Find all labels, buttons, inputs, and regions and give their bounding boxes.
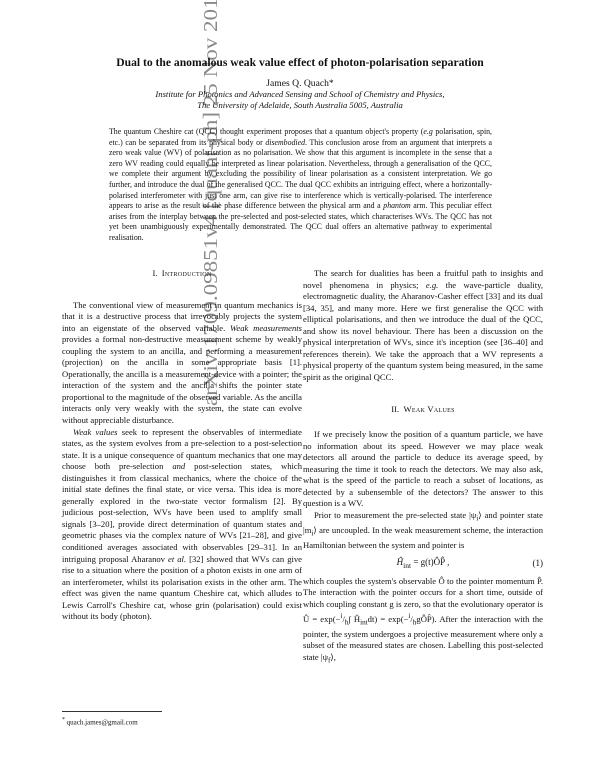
- paragraph-text: The search for dualities has been a fruitful path to insights and novel phenomena in physics;: [303, 268, 543, 290]
- abstract-eg: e.g: [423, 127, 433, 136]
- footnote: [62, 717, 138, 726]
- section-1-title: Introduction: [161, 268, 212, 278]
- paragraph-text: The conventional view of measurement in quantum mechanics is that it is a destructive process that irrevocably projects the system into an eigenstate of the observed variable.: [62, 299, 302, 333]
- paragraph-text: post-selection states, which distinguishes it from classical mechanics, where the choice of the initial state defines the final state, or vice versa. This idea is more generally explored in the two-state vector formalism [2]. By judicious post-selection, WVs have been used to amplify small signals [3–20], provide direct determination of quantum states and geometric phases via the complex nature of WVs [21–28], and give conditioned averages associated with observables [29–31]. In an intriguing proposal Aharanov: [62, 461, 302, 564]
- paragraph-text: ⟩ are uncoupled. In the weak measurement scheme, the interaction Hamiltonian between the system and pointer is: [303, 525, 543, 551]
- weak-values-paragraph-1: If we precisely know the position of a quantum particle, we have no information about its speed. However we may place weak detectors all around the particle to deduce its average speed, by measuring the time it took to reach the detectors. We may also ask, what is the speed of the particle to reach a subset of locations, as detected by a subensemble of the detectors? The answer to this question is a WV.: [303, 429, 543, 509]
- weak-values-paragraph-3: which couples the system's observable Ô to the pointer momentum P̂. The interaction with the pointer occurs for a short time, outside of which coupling constant g is zero, so that the evolutionary operator is Û = $\exp(-^i/_ħ\int$ $Ĥ_{int}dt$) = $\exp(-^i/_ħgÔP̂)$. After the interaction with the pointer, the system undergoes a projective measurement where only a subset of the measured states are chosen. Labelling this post-selected state $|\psi_f⟩$,: [303, 575, 543, 665]
- paragraph-text: Prior to measurement the pre-selected state |ψ: [314, 509, 477, 520]
- equation-number: (1): [532, 558, 543, 569]
- equation-lhs: Ĥ: [396, 556, 404, 567]
- abstract-text: arm. This peculiar effect arises from the interplay between the pre-selected and post-selected states, which characterises WVs. The QCC has not yet been unambiguously experimentally demonstrated. The QCC dual offers an alternative pathway to experimental realisation.: [109, 201, 492, 242]
- paragraph-text: the wave-particle duality, electromagnetic duality, the Aharanov-Casher effect [33] and its dual [34, 35], and many more. Here we first generalise the QCC with elliptical polarisations, and then we introduce the dual of the QCC, and show its novel behaviour. There has been a discussion on the physical interpretation of WVs, since it's inception (see [36–40] and references therein). We take the approach that a WV represents a physical property of the quantum system being measured, in the same spirit as the original QCC.: [303, 279, 543, 382]
- weak-measurements-term: Weak measurements: [230, 322, 302, 333]
- equation-rhs: = g(t)ÔP̂ ,: [411, 556, 450, 567]
- intro-paragraph-3: [303, 268, 543, 383]
- fraction-numerator: i: [408, 611, 411, 620]
- paper-title: Dual to the anomalous weak value effect of photon-polarisation separation: [116, 56, 484, 69]
- section-1-numeral: I.: [152, 268, 158, 278]
- subscript-i: i: [311, 529, 314, 538]
- left-column: [62, 268, 302, 623]
- equation-1: [303, 552, 543, 576]
- abstract-disembodied: disembodied: [265, 137, 305, 147]
- intro-paragraph-1: [62, 300, 302, 427]
- abstract-text: The quantum Cheshire cat (QCC) thought experiment proposes that a quantum object's property (: [109, 127, 424, 136]
- section-2-numeral: II.: [391, 404, 400, 415]
- intro-paragraph-2: [62, 427, 302, 623]
- paragraph-text: provides a formal non-destructive measurement scheme by weakly coupling the system to an ancilla, and performing a measurement (projection) on the ancilla in some appropriate basis [1]. Operationally, the ancilla is a measurement-device with a pointer; the interaction of the system and the ancilla shifts the pointer state proportional to the magnitude of the observed variable. As the ancilla interacts only very weakly with the system, the state can evolve without appreciable disturbance.: [62, 334, 302, 426]
- paragraph-text: ∫ Ĥ: [348, 613, 361, 624]
- paragraph-text: ⟩ and pointer state |m: [303, 509, 543, 536]
- fraction-numerator: i: [340, 611, 343, 620]
- subscript-i: i: [476, 514, 479, 523]
- footnote-mark: *: [62, 717, 65, 723]
- author-email[interactable]: quach.james@gmail.com: [66, 718, 138, 727]
- arxiv-identifier: arXiv:1709.09851v4 [quant-ph] 25 Nov 2019: [201, 50, 222, 406]
- fraction-denominator: ħ: [412, 618, 417, 627]
- paragraph-text: dt) = exp(−: [367, 613, 409, 624]
- section-2-heading: [303, 404, 543, 416]
- paragraph-text: [32] showed that WVs can give rise to a situation where the position of a photon exists in one arm of an interferometer, whilst its polarisation exists in the other arm. The effect was given the name quantum Cheshire cat, which alludes to Lewis Carroll's Cheshire cat, whose grin (polarisation) could exist without its body (photon).: [62, 553, 302, 622]
- paragraph-text: gÔP̂). After the interaction with the pointer, the system undergoes a projective measurement where only a subset of the measured states are chosen. Labelling this post-selected state |ψ: [303, 613, 543, 662]
- affiliation-line-1: Institute for Photonics and Advanced Sensing and School of Chemistry and Physics,: [155, 89, 445, 99]
- et-al: et al.: [168, 553, 187, 564]
- weak-values-term: Weak values: [73, 426, 118, 437]
- abstract: [109, 127, 492, 244]
- equation-subscript: int: [403, 560, 412, 570]
- subscript-int: int: [360, 618, 368, 627]
- equation-body: [397, 557, 450, 571]
- subscript-f: f: [328, 656, 331, 665]
- footnote-rule: [62, 711, 162, 712]
- paragraph-text: which couples the system's observable Ô to the pointer momentum P̂. The interaction with the pointer occurs for a short time, outside of which coupling constant g is zero, so that the evolutionary operator is Û = exp(−: [303, 575, 543, 624]
- abstract-text: polarisation, spin, etc.) can be separated from its physical body or: [109, 127, 493, 147]
- and-emphasis: and: [172, 461, 186, 472]
- eg-emphasis: e.g.: [425, 279, 439, 290]
- weak-values-paragraph-2: [303, 510, 543, 552]
- abstract-phantom: phantom: [383, 201, 411, 211]
- affiliation-line-2: The University of Adelaide, South Australia 5005, Australia: [197, 100, 403, 110]
- paragraph-text: ⟩,: [330, 651, 336, 662]
- affiliation: [60, 89, 540, 111]
- paragraph-text: seek to represent the observables of intermediate states, as the system evolves from a pre-selection to a post-selection state. It is a unique consequence of quantum mechanics that one may choose both pre-selection: [62, 426, 302, 472]
- fraction-denominator: ħ: [344, 618, 349, 627]
- section-1-heading: [62, 268, 302, 280]
- section-2-title: Weak Values: [403, 404, 455, 415]
- abstract-text: . This conclusion arose from an argument that interprets a zero weak value (WV) of polarisation as no polarisation. We show that this argument is incomplete in the sense that a zero WV reading could equally be interpreted as linear polarisation. Nevertheless, through a generalisation of the QCC, we complete their argument by excluding the possibility of linear polarisation as a consistent interpretation. We go further, and introduce the dual of the generalised QCC. The dual QCC exhibits an intriguing effect, where a horizontally-polarised interferometer with just one arm, can give rise to interference which is vertically-polarised. The interference appears to arise as the result of the phase difference between the physical arm and a: [109, 137, 492, 211]
- author-line: James Q. Quach*: [266, 78, 334, 89]
- right-column: [303, 268, 543, 667]
